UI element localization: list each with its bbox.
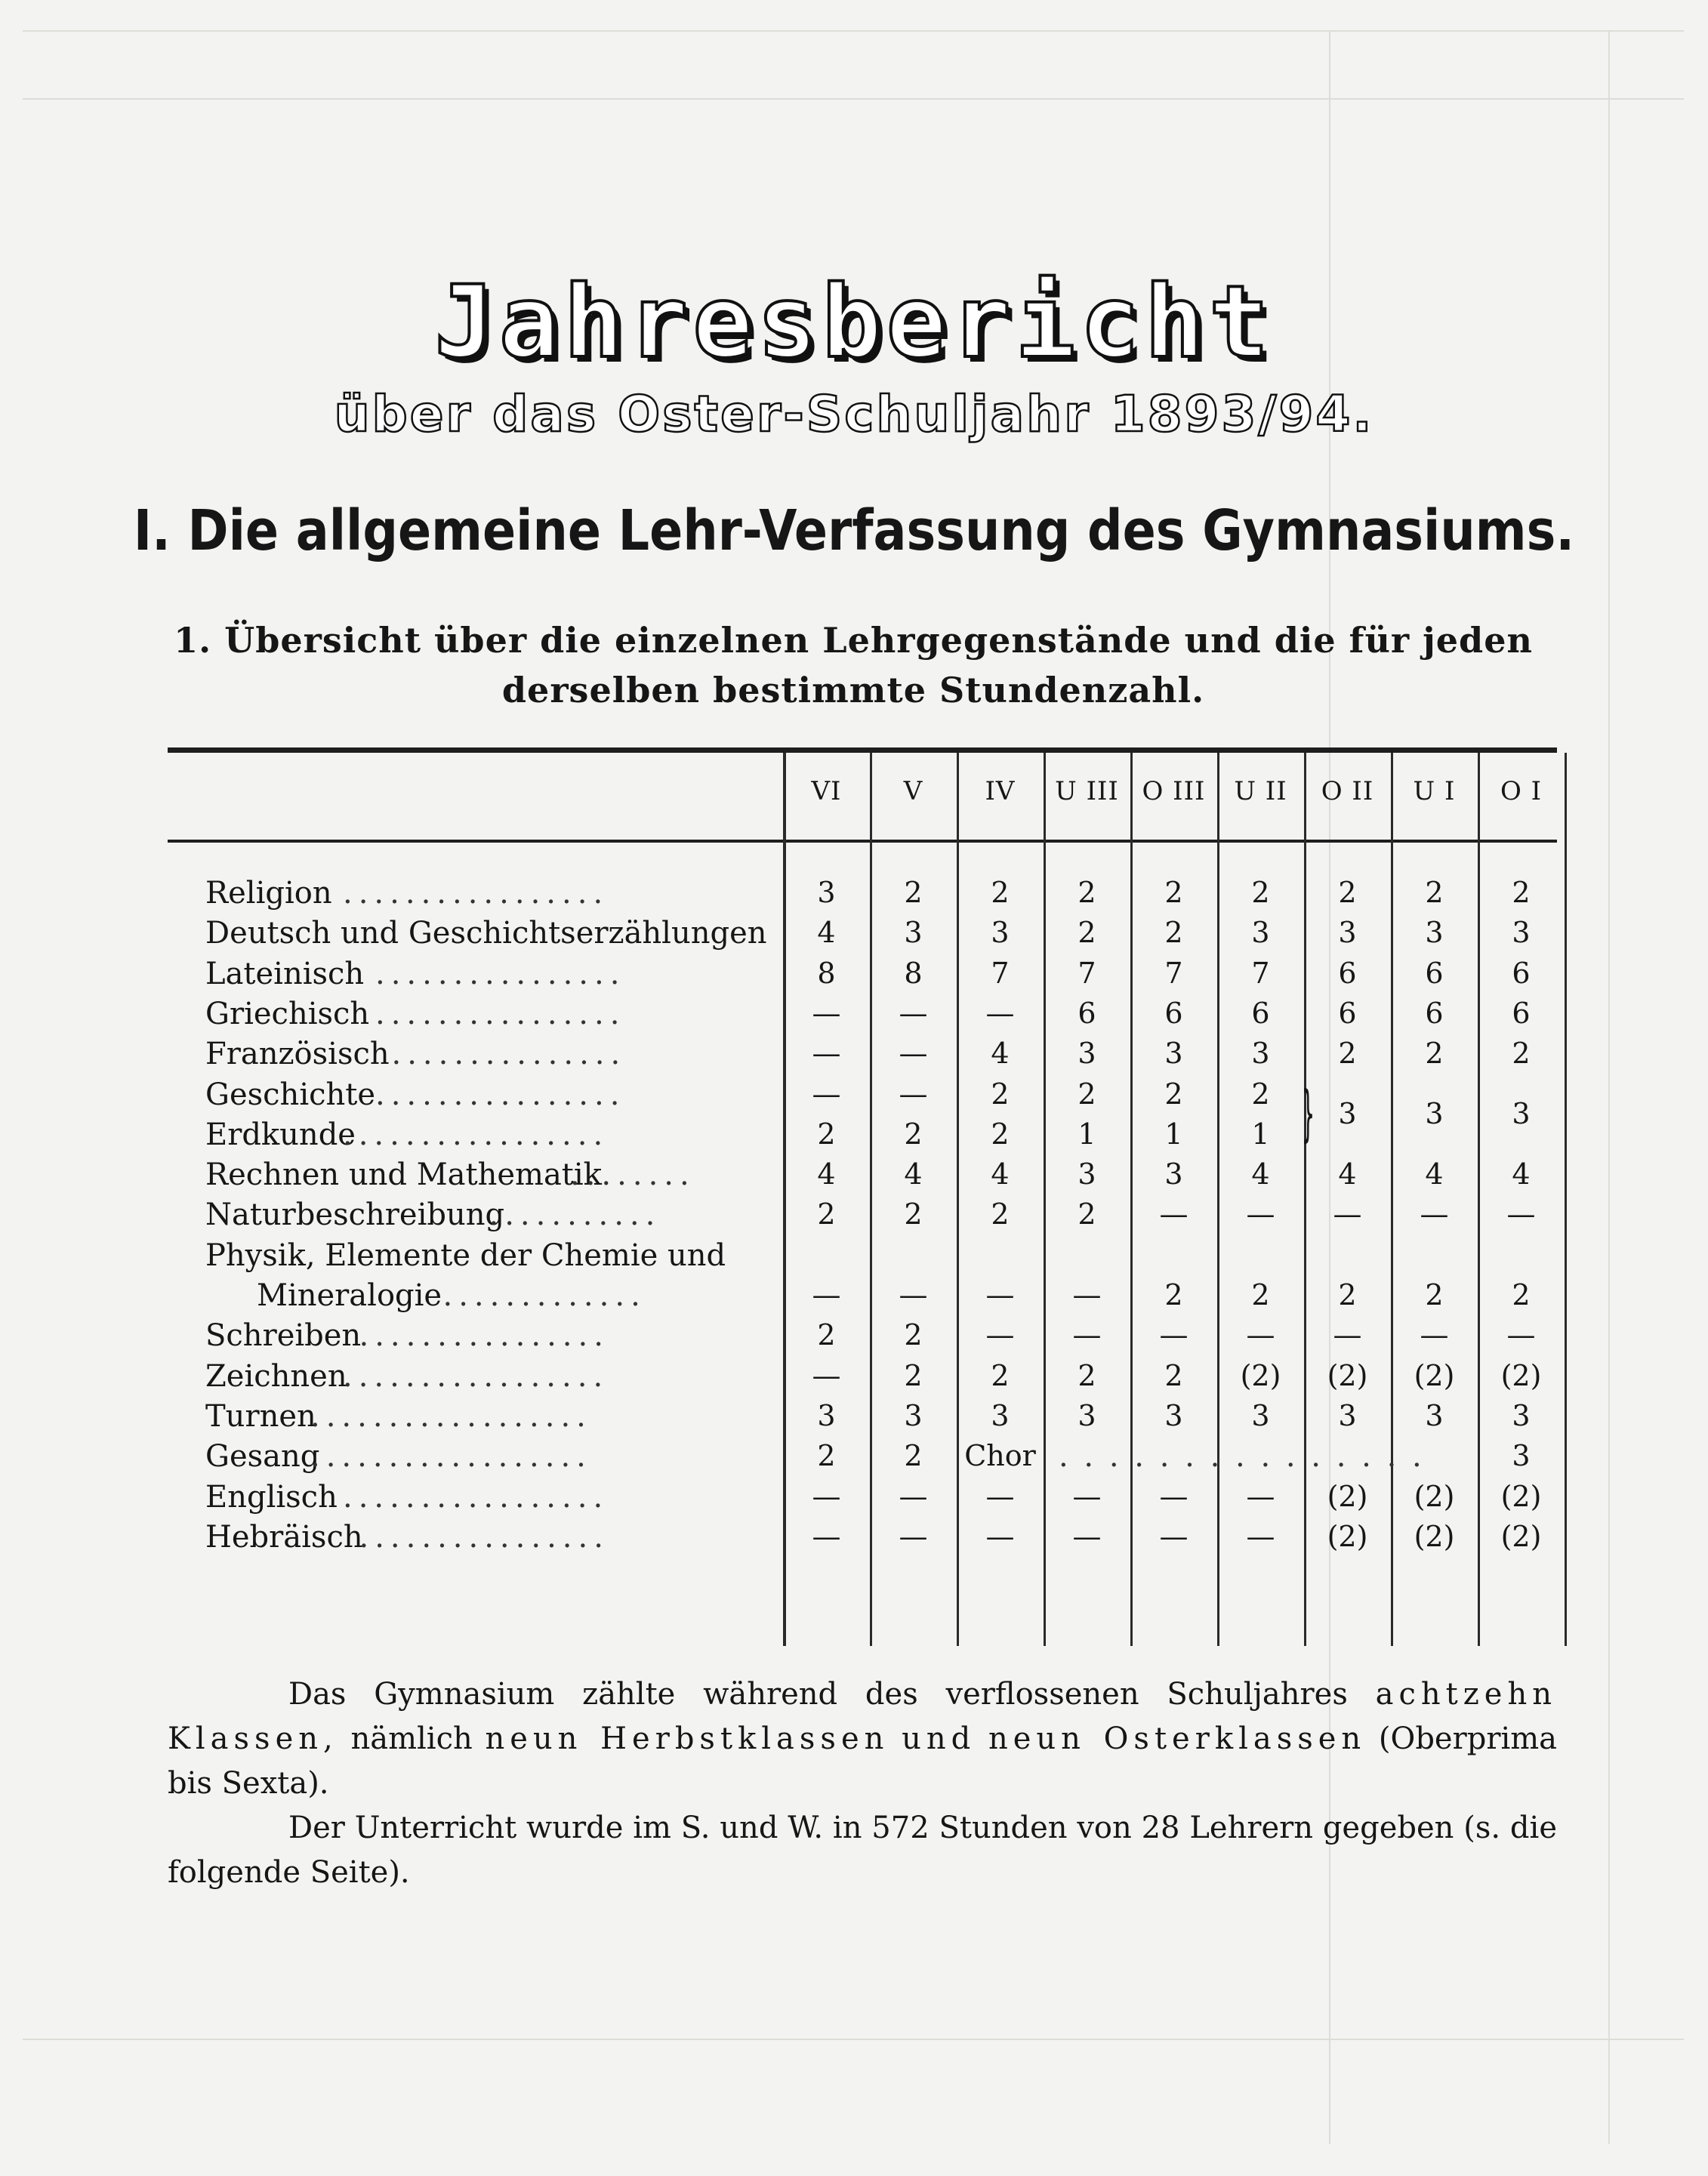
hours-cell: 6 xyxy=(1338,996,1357,1030)
hours-cell: 3 xyxy=(904,916,923,950)
hours-cell: — xyxy=(1159,1519,1189,1553)
subject-label: Erdkunde xyxy=(205,1117,356,1152)
hours-cell: 2 xyxy=(1078,1077,1096,1111)
hours-cell: 2 xyxy=(1512,1037,1531,1071)
paragraph-classes-part: Das Gymnasium zählte während des verflossenen Schuljahres xyxy=(288,1677,1348,1712)
hours-cell: 3 xyxy=(1338,1398,1357,1432)
subject-label: Hebräisch xyxy=(205,1519,363,1555)
hours-cell: — xyxy=(899,996,928,1030)
hours-cell: 4 xyxy=(991,1157,1010,1191)
hours-cell: — xyxy=(1159,1479,1189,1513)
hours-cell: 1 xyxy=(1164,1117,1183,1151)
hours-cell: — xyxy=(985,1479,1015,1513)
hours-cell: 2 xyxy=(1251,1077,1270,1111)
hours-cell: 2 xyxy=(904,1117,923,1151)
subject-label: Religion xyxy=(205,876,332,911)
hours-cell: 2 xyxy=(1338,1037,1357,1071)
hours-cell: 6 xyxy=(1512,956,1531,990)
hours-cell: — xyxy=(812,1519,841,1553)
hours-cell: — xyxy=(985,1519,1015,1553)
hours-cell: — xyxy=(1333,1197,1362,1231)
hours-cell: — xyxy=(1333,1318,1362,1352)
hours-cell: 2 xyxy=(1251,1278,1270,1311)
leader-dots: ................. xyxy=(343,1117,609,1152)
hours-cell: — xyxy=(899,1037,928,1071)
brace-icon: } xyxy=(1301,1078,1315,1149)
hours-cell: — xyxy=(1246,1318,1275,1352)
hours-cell: — xyxy=(1072,1519,1102,1553)
hours-cell: 4 xyxy=(817,1157,836,1191)
hours-cell: 6 xyxy=(1251,996,1270,1030)
hours-cell: (2) xyxy=(1240,1358,1281,1392)
leader-dots: ................ xyxy=(375,1077,626,1112)
table-heading xyxy=(174,615,1533,715)
hours-cell: 8 xyxy=(904,956,923,990)
hours-cell: 1 xyxy=(1078,1117,1096,1151)
leader-dots: ................ xyxy=(375,996,626,1031)
leader-dots: ........... xyxy=(489,1197,661,1233)
hours-cell: 3 xyxy=(1164,1037,1183,1071)
subject-label: Physik, Elemente der Chemie und xyxy=(205,1237,726,1273)
column-rule xyxy=(1565,753,1567,1646)
subject-label: Französisch xyxy=(205,1037,390,1072)
hours-cell: 2 xyxy=(1251,876,1270,909)
bleed-through-rule xyxy=(23,30,1684,32)
hours-cell-combined: 3 xyxy=(1425,1097,1444,1131)
hours-cell: 3 xyxy=(1425,1398,1444,1432)
subject-label: Turnen xyxy=(205,1398,316,1434)
hours-cell: 3 xyxy=(1512,1398,1531,1432)
hours-cell: 4 xyxy=(1512,1157,1531,1191)
leader-dots: ................ xyxy=(359,1519,609,1555)
hours-cell: 3 xyxy=(904,1398,923,1432)
hours-cell: 2 xyxy=(1078,1197,1096,1231)
hours-cell: — xyxy=(1159,1318,1189,1352)
hours-cell: 3 xyxy=(1078,1037,1096,1071)
hours-cell: 7 xyxy=(991,956,1010,990)
column-header-v: V xyxy=(903,776,923,806)
hours-cell: 3 xyxy=(1512,916,1531,950)
hours-cell: 2 xyxy=(1164,1077,1183,1111)
bleed-through-rule xyxy=(23,2039,1684,2040)
hours-cell: 2 xyxy=(817,1197,836,1231)
hours-cell: 3 xyxy=(1164,1398,1183,1432)
subject-label: Englisch xyxy=(205,1479,338,1515)
bleed-through-rule xyxy=(23,98,1684,100)
hours-cell: 2 xyxy=(991,1358,1010,1392)
hours-cell: — xyxy=(985,1278,1015,1311)
chor-label: Chor xyxy=(964,1439,1036,1473)
hours-cell: 2 xyxy=(1425,876,1444,909)
hours-cell-combined: 3 xyxy=(1338,1097,1357,1131)
subject-label: Lateinisch xyxy=(205,956,365,991)
hours-cell: 6 xyxy=(1512,996,1531,1030)
hours-cell: 3 xyxy=(1338,916,1357,950)
hours-cell: 3 xyxy=(991,1398,1010,1432)
hours-cell: 2 xyxy=(904,876,923,909)
table-heading-line-1: 1. Übersicht über die einzelnen Lehrgegenstände und die für jeden xyxy=(174,620,1533,661)
paragraph-classes-part: (Oberprima bis Sexta). xyxy=(168,1721,1558,1801)
hours-cell: 2 xyxy=(904,1318,923,1352)
hours-cell: — xyxy=(1246,1519,1275,1553)
hours-cell: — xyxy=(899,1278,928,1311)
hours-cell: (2) xyxy=(1414,1519,1455,1553)
hours-cell: — xyxy=(1072,1318,1102,1352)
hours-cell: 2 xyxy=(991,1197,1010,1231)
leader-dots: ................. xyxy=(343,1479,609,1515)
classes-count: achtzehn Klassen, xyxy=(168,1677,1557,1756)
hours-cell: 2 xyxy=(1512,876,1531,909)
leader-dots: .................. xyxy=(310,1398,592,1434)
leader-dots: .................. xyxy=(310,1439,592,1475)
hours-cell: 2 xyxy=(1078,876,1096,909)
hours-cell: — xyxy=(899,1519,928,1553)
hours-cell: 3 xyxy=(991,916,1010,950)
hours-cell: 7 xyxy=(1251,956,1270,990)
leader-dots: ............... xyxy=(391,1037,627,1072)
hours-cell: 3 xyxy=(817,1398,836,1432)
hours-cell: — xyxy=(812,1077,841,1111)
hours-cell-combined: 3 xyxy=(1512,1097,1531,1131)
hours-cell: 2 xyxy=(991,1077,1010,1111)
report-title: Jahresbericht xyxy=(434,264,1274,381)
hours-cell: 4 xyxy=(904,1157,923,1191)
hours-cell: 2 xyxy=(817,1439,836,1473)
hours-cell: 2 xyxy=(904,1439,923,1473)
hours-cell: 3 xyxy=(1078,1398,1096,1432)
hours-cell: 7 xyxy=(1078,956,1096,990)
hours-cell: 2 xyxy=(1164,1278,1183,1311)
leader-dots: ................ xyxy=(375,956,626,991)
paragraph-classes-part: nämlich xyxy=(350,1721,473,1756)
hours-cell: 2 xyxy=(817,1117,836,1151)
column-header-o-i: O I xyxy=(1500,776,1543,806)
subject-label: Gesang xyxy=(205,1439,320,1475)
hours-cell: 4 xyxy=(991,1037,1010,1071)
column-header-vi: VI xyxy=(811,776,842,806)
column-header-iv: IV xyxy=(985,776,1016,806)
lesson-hours-table xyxy=(168,747,1557,1646)
column-header-o-ii: O II xyxy=(1321,776,1374,806)
hours-cell: (2) xyxy=(1414,1479,1455,1513)
hours-cell: 4 xyxy=(1425,1157,1444,1191)
hours-cell: 7 xyxy=(1164,956,1183,990)
hours-cell: — xyxy=(1246,1197,1275,1231)
hours-cell: 2 xyxy=(904,1358,923,1392)
hours-cell: — xyxy=(1072,1278,1102,1311)
hours-cell: — xyxy=(1159,1197,1189,1231)
hours-cell: — xyxy=(899,1077,928,1111)
subject-label: Naturbeschreibung xyxy=(205,1197,505,1233)
hours-cell: (2) xyxy=(1500,1358,1542,1392)
hours-cell: 3 xyxy=(1251,1398,1270,1432)
table-top-rule xyxy=(168,747,1557,753)
hours-cell: 2 xyxy=(1512,1278,1531,1311)
hours-cell: (2) xyxy=(1327,1519,1368,1553)
column-header-u-i: U I xyxy=(1413,776,1456,806)
hours-cell: 3 xyxy=(1251,916,1270,950)
subject-label: Griechisch xyxy=(205,996,370,1031)
hours-cell: — xyxy=(985,1318,1015,1352)
hours-cell: 2 xyxy=(991,876,1010,909)
hours-cell: (2) xyxy=(1500,1479,1542,1513)
subject-label: Geschichte xyxy=(205,1077,376,1112)
hours-cell: 2 xyxy=(904,1197,923,1231)
autumn-classes: neun Herbstklassen xyxy=(485,1721,889,1756)
hours-cell: 3 xyxy=(1425,916,1444,950)
hours-cell: 2 xyxy=(1164,1358,1183,1392)
hours-cell: 3 xyxy=(1512,1439,1531,1473)
report-subtitle: über das Oster-Schuljahr 1893/94. xyxy=(334,385,1374,443)
paragraph-classes xyxy=(168,1672,1557,1806)
hours-cell: — xyxy=(1506,1318,1536,1352)
hours-cell: 2 xyxy=(1338,876,1357,909)
subject-label: Schreiben xyxy=(205,1318,362,1354)
hours-cell: 6 xyxy=(1425,956,1444,990)
leader-dots: ................. xyxy=(343,876,609,911)
hours-cell: 8 xyxy=(817,956,836,990)
hours-cell: — xyxy=(1420,1197,1449,1231)
closing-text xyxy=(168,1672,1557,1895)
paragraph-classes-part: und xyxy=(902,1721,976,1756)
hours-cell: (2) xyxy=(1500,1519,1542,1553)
hours-cell: 3 xyxy=(1164,1157,1183,1191)
leader-dots: ................ xyxy=(359,1318,609,1354)
leader-dots: ................. xyxy=(343,1358,609,1394)
leader-dots: ........ xyxy=(570,1157,695,1193)
hours-cell: 3 xyxy=(1078,1157,1096,1191)
easter-classes: neun Osterklassen xyxy=(988,1721,1367,1756)
hours-cell: — xyxy=(985,996,1015,1030)
leader-dots: ............. xyxy=(442,1278,646,1313)
hours-cell: — xyxy=(812,996,841,1030)
hours-cell: 2 xyxy=(1164,876,1183,909)
hours-cell: 2 xyxy=(1425,1037,1444,1071)
hours-cell: 2 xyxy=(817,1318,836,1352)
hours-cell: — xyxy=(812,1479,841,1513)
column-header-u-iii: U III xyxy=(1055,776,1119,806)
hours-cell: 4 xyxy=(1251,1157,1270,1191)
section-heading: I. Die allgemeine Lehr-Verfassung des Gymnasiums. xyxy=(133,498,1575,563)
paragraph-lessons: Der Unterricht wurde im S. und W. in 572 Stunden von 28 Lehrern gegeben (s. die folgende Seite). xyxy=(168,1811,1557,1890)
hours-cell: — xyxy=(812,1358,841,1392)
hours-cell: 6 xyxy=(1338,956,1357,990)
hours-cell: 4 xyxy=(1338,1157,1357,1191)
hours-cell: 2 xyxy=(1078,916,1096,950)
hours-cell: (2) xyxy=(1414,1358,1455,1392)
hours-cell: 1 xyxy=(1251,1117,1270,1151)
hours-cell: 2 xyxy=(1078,1358,1096,1392)
hours-cell: 2 xyxy=(991,1117,1010,1151)
hours-cell: — xyxy=(812,1037,841,1071)
leader-dots: . . . . . . . . . . . . . . . xyxy=(1059,1439,1425,1475)
hours-cell: 6 xyxy=(1164,996,1183,1030)
column-header-o-iii: O III xyxy=(1142,776,1206,806)
hours-cell: 3 xyxy=(1251,1037,1270,1071)
table-header-rule xyxy=(168,840,1557,843)
hours-cell: — xyxy=(812,1278,841,1311)
hours-cell: 3 xyxy=(817,876,836,909)
hours-cell: 6 xyxy=(1425,996,1444,1030)
hours-cell: (2) xyxy=(1327,1358,1368,1392)
subject-label: Zeichnen xyxy=(205,1358,347,1394)
hours-cell: — xyxy=(1072,1479,1102,1513)
hours-cell: — xyxy=(899,1479,928,1513)
hours-cell: — xyxy=(1506,1197,1536,1231)
hours-cell: — xyxy=(1420,1318,1449,1352)
hours-cell: 2 xyxy=(1425,1278,1444,1311)
hours-cell: 2 xyxy=(1338,1278,1357,1311)
subject-label: Mineralogie xyxy=(257,1278,442,1313)
column-header-u-ii: U II xyxy=(1234,776,1287,806)
hours-cell: 4 xyxy=(817,916,836,950)
hours-cell: (2) xyxy=(1327,1479,1368,1513)
subject-label: Deutsch und Geschichtserzählungen xyxy=(205,916,767,951)
table-heading-line-2: derselben bestimmte Stundenzahl. xyxy=(501,670,1205,710)
subject-label: Rechnen und Mathematik xyxy=(205,1157,602,1193)
hours-cell: 2 xyxy=(1164,916,1183,950)
hours-cell: 6 xyxy=(1078,996,1096,1030)
hours-cell: — xyxy=(1246,1479,1275,1513)
